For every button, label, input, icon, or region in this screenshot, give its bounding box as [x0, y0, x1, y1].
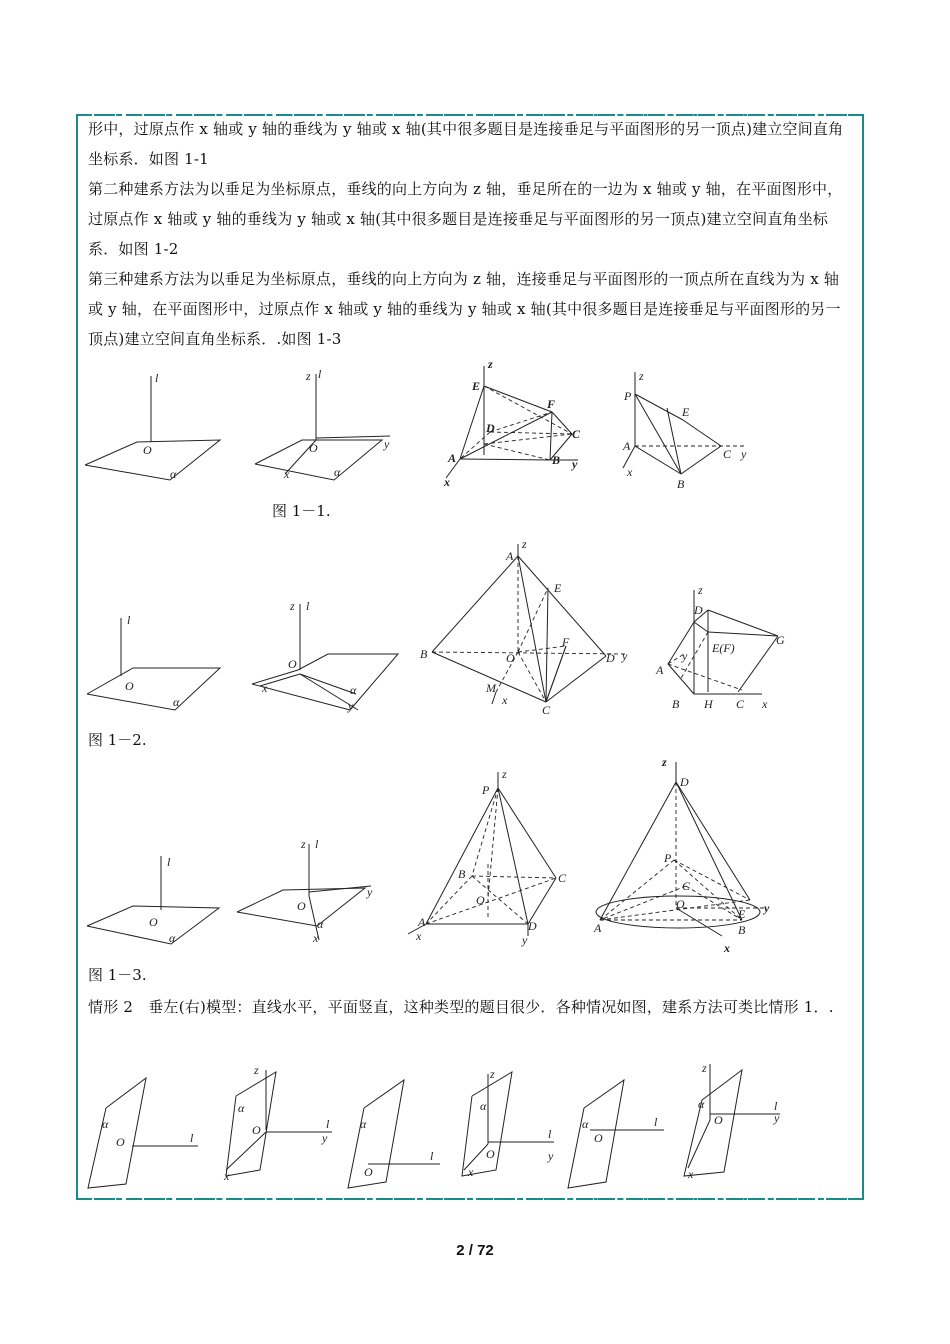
label-O: O: [476, 893, 485, 907]
label-O: O: [594, 1131, 603, 1145]
label-C: C: [558, 871, 567, 885]
label-y: y: [367, 885, 373, 899]
label-alpha: α: [169, 931, 176, 945]
fig2-b: [222, 1064, 342, 1184]
label-l: l: [127, 613, 131, 627]
label-A: A: [623, 439, 631, 453]
label-alpha: α: [698, 1097, 705, 1111]
fig1-2-b: [248, 598, 408, 718]
label-y: y: [682, 649, 688, 663]
fig1-2-c: [416, 537, 636, 717]
label-z: z: [502, 767, 507, 781]
fig2-f: [680, 1060, 790, 1180]
label-P: P: [664, 851, 672, 865]
caption-fig3: 图 1－3.: [88, 966, 147, 984]
label-l: l: [306, 599, 310, 613]
label-z: z: [306, 369, 311, 383]
label-A: A: [418, 915, 426, 929]
label-y: y: [741, 447, 747, 461]
label-O: O: [297, 899, 306, 913]
label-O: O: [143, 443, 152, 457]
label-O: O: [116, 1135, 125, 1149]
label-P: P: [482, 783, 490, 797]
fig2-c: [346, 1074, 456, 1194]
label-y: y: [522, 933, 528, 947]
label-z: z: [254, 1063, 259, 1077]
label-z: z: [639, 369, 644, 383]
fig2-d: [458, 1064, 568, 1184]
label-A: A: [506, 549, 514, 563]
fig1-2-a: [85, 600, 225, 720]
label-x: x: [468, 1165, 474, 1179]
label-y: y: [548, 1149, 554, 1163]
label-z: z: [662, 755, 667, 769]
label-l: l: [167, 855, 171, 869]
label-B: B: [420, 647, 428, 661]
label-x: x: [262, 681, 268, 695]
label-x: x: [688, 1167, 694, 1181]
label-O: O: [149, 915, 158, 929]
label-E: E: [738, 907, 746, 921]
label-C: C: [736, 697, 745, 711]
label-x: x: [724, 941, 730, 955]
paragraph-2: 第二种建系方法为以垂足为坐标原点，垂线的向上方向为 z 轴，垂足所在的一边为 x 轴或 y 轴，在平面图形中，过原点作 x 轴或 y 轴的垂线为 y 轴或 x 轴(其中很多题目是连接垂足与平面图形的另一顶点)建立空间直角坐标系．如图 1-2: [88, 180, 843, 258]
label-l: l: [190, 1131, 194, 1145]
label-C: C: [682, 879, 691, 893]
label-l: l: [430, 1149, 434, 1163]
label-l: l: [654, 1115, 658, 1129]
label-z: z: [490, 1067, 495, 1081]
label-alpha: α: [238, 1101, 245, 1115]
label-D: D: [486, 421, 495, 435]
label-alpha: α: [102, 1117, 109, 1131]
fig1-3-b: [235, 837, 385, 950]
fig1-2-d: [652, 584, 792, 714]
label-l: l: [548, 1127, 552, 1141]
label-z: z: [488, 357, 493, 371]
label-EF: E(F): [712, 641, 735, 655]
label-y: y: [622, 649, 628, 663]
label-x: x: [762, 697, 768, 711]
label-F: F: [547, 397, 556, 411]
label-x: x: [224, 1169, 230, 1183]
label-D: D: [606, 651, 615, 665]
fig1-3-d: [592, 756, 782, 956]
label-O: O: [676, 897, 685, 911]
label-M: M: [486, 681, 496, 695]
label-y: y: [348, 699, 354, 713]
fig2-a: [86, 1074, 206, 1194]
fig2-e: [566, 1074, 676, 1194]
label-alpha: α: [582, 1117, 589, 1131]
label-C: C: [572, 427, 581, 441]
caption-fig2: 图 1－2.: [88, 731, 147, 749]
label-G: G: [776, 633, 785, 647]
label-l: l: [155, 371, 159, 385]
label-A: A: [448, 451, 457, 465]
label-x: x: [627, 465, 633, 479]
label-l: l: [774, 1099, 778, 1113]
label-A: A: [594, 921, 602, 935]
fig1-1-b: [252, 368, 402, 488]
label-B: B: [458, 867, 466, 881]
label-alpha: α: [173, 695, 180, 709]
page-number: 2 / 72: [456, 1242, 494, 1259]
fig1-3-a: [85, 850, 225, 950]
label-F: F: [562, 635, 570, 649]
caption-fig1: 图 1－1.: [272, 502, 331, 520]
label-E: E: [682, 405, 690, 419]
label-x: x: [502, 693, 508, 707]
fig1-1-a: [85, 370, 225, 490]
label-alpha: α: [170, 467, 177, 481]
label-z: z: [290, 599, 295, 613]
paragraph-3: 第三种建系方法为以垂足为坐标原点，垂线的向上方向为 z 轴，连接垂足与平面图形的一顶点所在直线为为 x 轴或 y 轴，在平面图形中，过原点作 x 轴或 y 轴的垂线为 y 轴或 x 轴(其中很多题目是连接垂足与平面图形的另一顶点)建立空间直角坐标系．.如图 1-3: [88, 270, 841, 348]
fig1-3-c: [402, 768, 582, 948]
label-O: O: [125, 679, 134, 693]
label-x: x: [444, 475, 450, 489]
label-x: x: [416, 929, 422, 943]
label-B: B: [552, 453, 561, 467]
label-D: D: [694, 603, 703, 617]
paragraph-1: 形中，过原点作 x 轴或 y 轴的垂线为 y 轴或 x 轴(其中很多题目是连接垂足与平面图形的另一顶点)建立空间直角坐标系．如图 1-1: [88, 120, 844, 168]
label-z: z: [698, 583, 703, 597]
label-C: C: [723, 447, 732, 461]
label-B: B: [738, 923, 746, 937]
label-D: D: [680, 775, 689, 789]
label-O: O: [364, 1165, 373, 1179]
label-l: l: [318, 367, 322, 381]
fig1-1-c: [440, 357, 590, 490]
paragraph-4: 情形 2 垂左(右)模型：直线水平，平面竖直，这种类型的题目很少．各种情况如图，建系方法可类比情形 1．.: [88, 998, 834, 1016]
label-O: O: [288, 657, 297, 671]
label-B: B: [677, 477, 685, 491]
label-E: E: [554, 581, 562, 595]
label-alpha: α: [360, 1117, 367, 1131]
label-alpha: α: [350, 683, 357, 697]
label-P: P: [624, 389, 632, 403]
label-x: x: [313, 931, 319, 945]
label-l: l: [315, 837, 319, 851]
label-B: B: [672, 697, 680, 711]
label-O: O: [506, 651, 515, 665]
label-z: z: [522, 537, 527, 551]
label-D: D: [528, 919, 537, 933]
label-y: y: [764, 901, 770, 915]
label-z: z: [301, 837, 306, 851]
label-z: z: [702, 1061, 707, 1075]
label-H: H: [704, 697, 713, 711]
label-y: y: [322, 1131, 328, 1145]
label-alpha: α: [317, 917, 324, 931]
label-y: y: [572, 457, 578, 471]
fig1-1-d: [615, 364, 755, 494]
label-O: O: [309, 441, 318, 455]
label-C: C: [542, 703, 551, 717]
label-y: y: [384, 437, 390, 451]
label-x: x: [284, 467, 290, 481]
label-alpha: α: [334, 465, 341, 479]
label-O: O: [252, 1123, 261, 1137]
label-A: A: [656, 663, 664, 677]
label-alpha: α: [480, 1099, 487, 1113]
label-y: y: [774, 1111, 780, 1125]
label-E: E: [472, 379, 481, 393]
label-O: O: [714, 1113, 723, 1127]
label-l: l: [326, 1117, 330, 1131]
label-O: O: [486, 1147, 495, 1161]
